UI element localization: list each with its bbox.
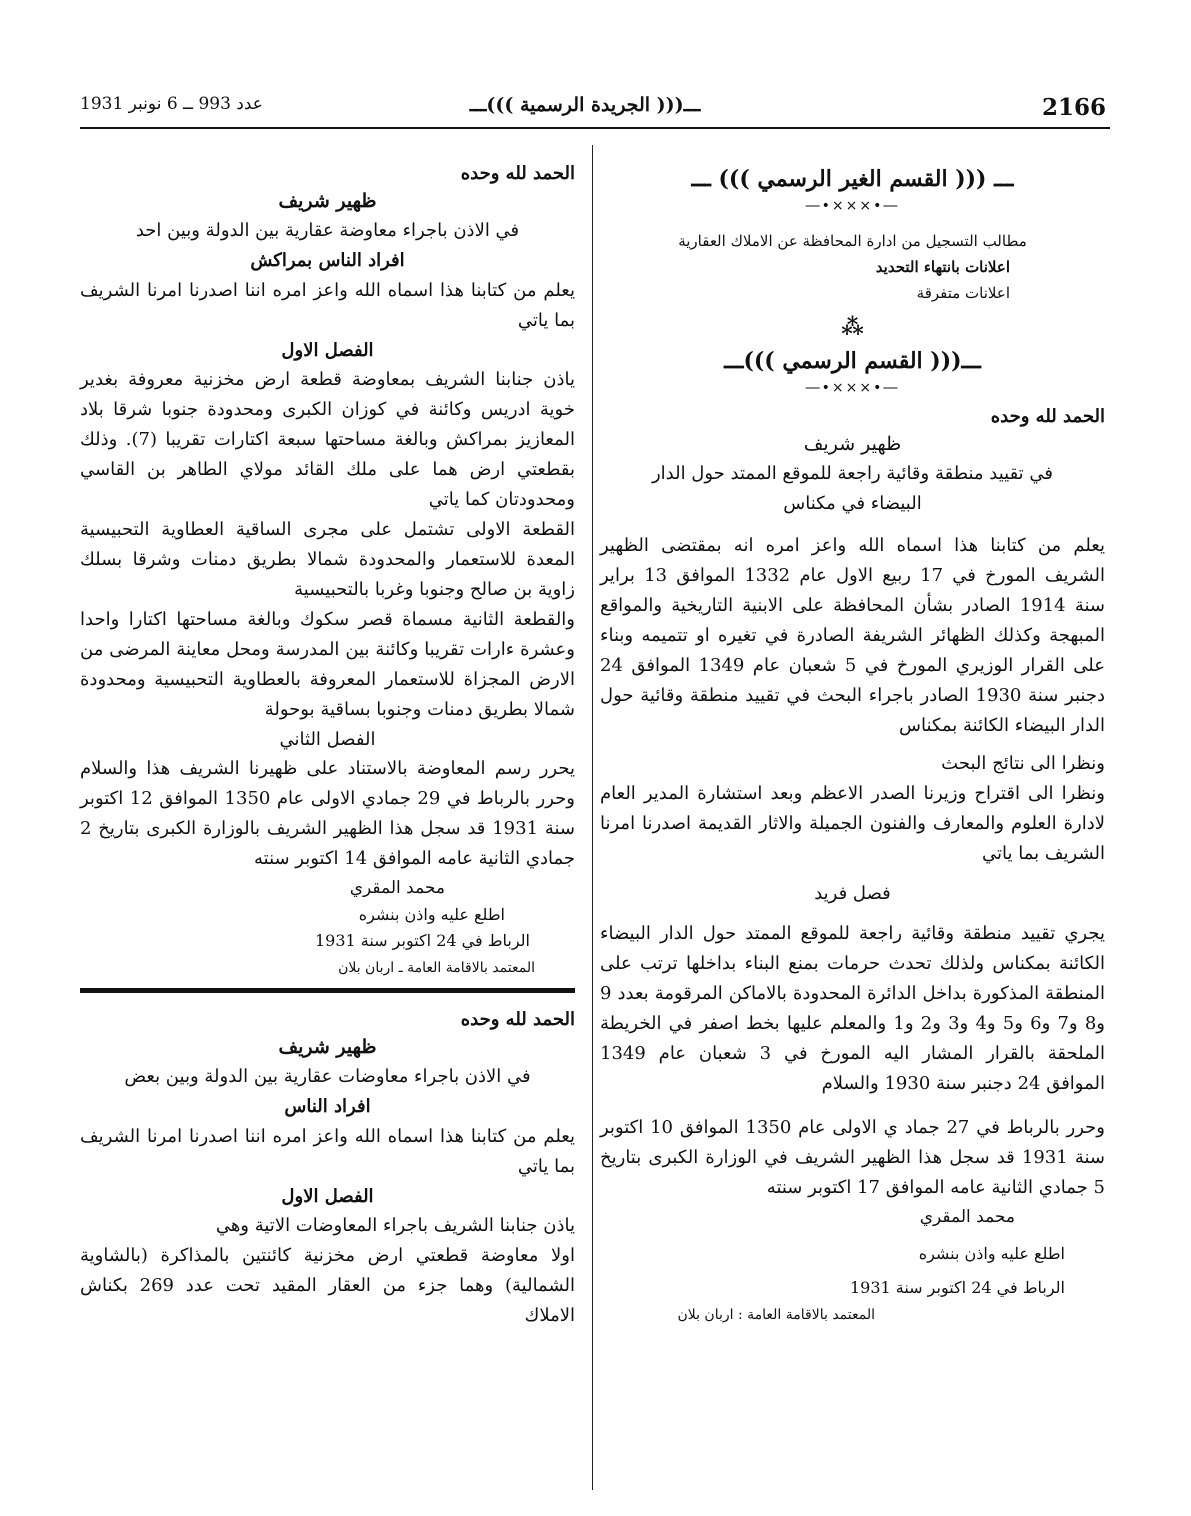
notices-line: اعلانات بانتهاء التحديد bbox=[875, 258, 1010, 276]
notices-line: اعلانات متفرقة bbox=[916, 284, 1010, 302]
article-text: ياذن جنابنا الشريف بمعاوضة قطعة ارض مخزنية معروفة بغدير خوية ادريس وكائنة في كوزان الكبرى ومحدودة جنوبا شرقا بلاد المعازيز بمراكش وبالغة مساحتها سبعة اكتارات تقريبا (7). وذلك بقطعتي ارض هما على ملك القائد مولاي الطاهر بن القاسي ومحدودتان كما ياتي bbox=[80, 369, 575, 510]
dahir-subject: في الاذن باجراء معاوضات عقارية بين الدولة وبين بعض bbox=[124, 1066, 531, 1087]
dated-clause: وحرر بالرباط في 27 جماد ي الاولى عام 1350 الموافق 10 اكتوبر سنة 1931 قد سجل هذا الظهير الشريف في الوزارة الكبرى بتاريخ 5 جمادي الثانية عامه الموافق 17 اكتوبر سنته bbox=[600, 1117, 1105, 1198]
dahir-subject: في الاذن باجراء معاوضة عقارية بين الدولة وبين احد bbox=[135, 220, 520, 241]
notices-title: مطالب التسجيل من ادارة المحافظة عن الاملاك العقارية bbox=[678, 232, 1027, 250]
resident-general: المعتمد بالاقامة العامة : اربان بلان bbox=[677, 1307, 875, 1323]
article-heading: الفصل الاول bbox=[281, 1186, 374, 1207]
running-title: ـــ((( الجريدة الرسمية )))ـــ bbox=[469, 94, 701, 116]
right-column bbox=[600, 160, 1105, 1323]
dahir-subject: افراد الناس بمراكش bbox=[250, 250, 405, 271]
preamble: يعلم من كتابنا هذا اسماه الله واعز امره انه بمقتضى الظهير الشريف المورخ في 17 ربيع الاول عام 1332 الموافق 13 براير سنة 1914 الصادر بشأن المحافظة على الابنية التاريخية والمواقع المبهجة وكذلك الظهائر الشريفة الصادرة في تغيره او تتميمه وبناء على القرار الوزيري المورخ في 5 شعبان عام 1349 الموافق 24 دجنبر سنة 1930 الصادر باجراء البحث في تقييد منطقة وقائية حول الدار البيضاء الكائنة بمكناس bbox=[600, 535, 1106, 736]
praise-heading: الحمد لله وحده bbox=[460, 1009, 575, 1030]
parcel-description: القطعة الاولى تشتمل على مجرى الساقية العطاوية التحبيسية المعدة للاستعمار والمحدودة شمالا بطريق دمنات وشرقا بسلك زاوية بن صالح وجنوبا وغربا بالتحبيسية bbox=[80, 519, 575, 600]
left-column bbox=[80, 155, 575, 1331]
dahir-title: ظهير شريف bbox=[803, 433, 902, 455]
article-text: يحرر رسم المعاوضة بالاستناد على ظهيرنا الشريف هذا والسلام وحرر بالرباط في 29 جمادي الاولى عام 1350 الموافق 12 اكتوبر سنة 1931 قد سجل هذا الظهير الشريف بالوزارة الكبرى بتاريخ 2 جمادي الثانية عامه الموافق 14 اكتوبر سنته bbox=[80, 758, 575, 869]
column-divider bbox=[592, 145, 593, 1490]
preamble: يعلم من كتابنا هذا اسماه الله واعز امره اننا اصدرنا امرنا الشريف بما ياتي bbox=[80, 280, 575, 331]
approval-line: اطلع عليه واذن بنشره bbox=[918, 1244, 1065, 1263]
article-heading: الفصل الثاني bbox=[279, 729, 376, 750]
page-number: 2166 bbox=[1042, 94, 1107, 121]
ornament-divider: ―•×××•― bbox=[805, 198, 900, 214]
ornament-divider: ―•×××•― bbox=[805, 380, 900, 396]
praise-heading: الحمد لله وحده bbox=[990, 406, 1105, 427]
list-item: اولا معاوضة قطعتي ارض مخزنية كائنتين بالمذاكرة (بالشاوية الشمالية) وهما جزء من العقار المقيد تحت عدد 269 بكناش الاملاك bbox=[80, 1245, 576, 1326]
praise-heading: الحمد لله وحده bbox=[460, 163, 575, 184]
header-rule bbox=[80, 127, 1110, 129]
dahir-subject: افراد الناس bbox=[284, 1096, 371, 1117]
issue-info: عدد 993 ــ 6 نونبر 1931 bbox=[80, 94, 263, 114]
proposal: ونظرا الى اقتراح وزيرنا الصدر الاعظم وبعد استشارة المدير العام لادارة العلوم والمعارف والفنون الجميلة والاثار القديمة اصدرنا امرنا الشريف بما ياتي bbox=[600, 783, 1105, 864]
approval-line: اطلع عليه واذن بنشره bbox=[358, 905, 505, 924]
article-text: ياذن جنابنا الشريف باجراء المعاوضات الاتية وهي bbox=[215, 1215, 575, 1236]
dahir-title: ظهير شريف bbox=[278, 190, 377, 212]
official-section-heading: ـــ((( القسم الرسمي )))ـــ bbox=[724, 348, 981, 374]
preamble: يعلم من كتابنا هذا اسماه الله واعز امره اننا اصدرنا امرنا الشريف بما ياتي bbox=[80, 1126, 575, 1177]
asterism: ⁂ bbox=[841, 314, 864, 340]
signatory: محمد المقري bbox=[349, 878, 445, 898]
unofficial-section-heading: ـــ ((( القسم الغير الرسمي ))) ـــ bbox=[691, 166, 1014, 192]
approval-date: الرباط في 24 اكتوبر سنة 1931 bbox=[849, 1278, 1065, 1297]
article-heading: الفصل الاول bbox=[281, 340, 374, 361]
article-text: يجري تقييد منطقة وقائية راجعة للموقع الممتد حول الدار البيضاء الكائنة بمكناس ولذلك تحدث حرمات بمنع البناء بداخلها ترتب على المنطقة المذكورة بداخل الدائرة المحدودة بالاماكن المرقومة بعدد 9 و8 و7 و6 و5 و4 و3 و2 و1 والمعلم عليها بخط اصفر في الخريطة الملحقة بالقرار المشار اليه المورخ في 3 شعبان عام 1349 الموافق 24 دجنبر سنة 1930 والسلام bbox=[600, 923, 1105, 1094]
section-rule bbox=[80, 988, 575, 993]
approval-date: الرباط في 24 اكتوبر سنة 1931 bbox=[314, 931, 530, 950]
dahir-subject: في تقييد منطقة وقائية راجعة للموقع الممتد حول الدار البيضاء في مكناس bbox=[651, 463, 1054, 514]
resident-general: المعتمد بالاقامة العامة ـ اربان بلان bbox=[338, 960, 535, 976]
article-heading: فصل فريد bbox=[814, 883, 891, 904]
parcel-description: والقطعة الثانية مسماة قصر سكوك وبالغة مساحتها اكتارا واحدا وعشرة ءارات تقريبا وكائنة بين المدرسة ومحل معاينة المرضى من الارض المجزاة للاستعمار المعروفة بالعطاوية التحبيسية ومحدودة شمالا بطريق دمنات وجنوبا بساقية بوحولة bbox=[80, 609, 575, 720]
considering: ونظرا الى نتائج البحث bbox=[941, 753, 1105, 774]
dahir-title: ظهير شريف bbox=[278, 1036, 377, 1058]
signatory: محمد المقري bbox=[919, 1207, 1015, 1227]
